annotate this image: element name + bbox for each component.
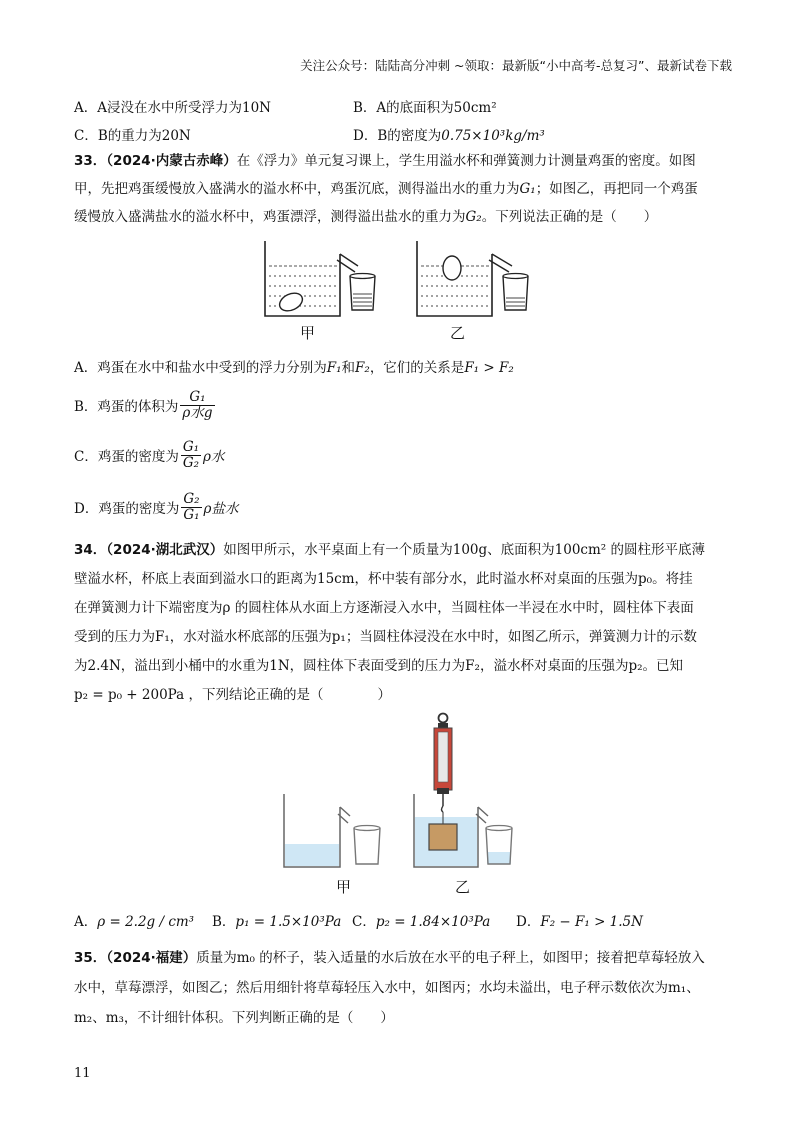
q34-option-b-label: B． [212,914,236,930]
q35-line-2: 水中，草莓漂浮，如图乙；然后用细针将草莓轻压入水中，如图丙；水均未溢出，电子秤示数依次为m₁、 [74,980,700,996]
q34-option-c-value: p₂ = 1.84×10³Pa [375,914,491,930]
q33-stem [74,147,734,231]
q33-option-b-text: B．鸡蛋的体积为 [74,399,179,415]
q32-option-b-unit: cm² [470,100,497,116]
q35-line-3: m₂、m₃，不计细针体积。下列判断正确的是（ ） [74,1010,394,1026]
q34-fig-jia [284,794,380,867]
q33-option-c-text: C．鸡蛋的密度为 [74,449,179,465]
q33-option-a [74,356,514,376]
rho-water: ρ水 [203,449,225,465]
frac-den: ρ水g [182,404,213,421]
q34-line-3: 在弹簧测力计下端密度为ρ 的圆柱体从水面上方逐渐浸入水中，当圆柱体一半浸在水中时，圆柱体下表面 [74,600,694,616]
q32-option-d [353,124,545,144]
q33-and: 和 [341,360,356,376]
q34-option-c-label: C． [352,914,376,930]
egg-sunk [277,290,306,315]
q34-figure [278,712,528,872]
q34-fig-yi [414,714,512,868]
q33-source: （2024·内蒙古赤峰） [106,153,237,169]
rho-saltwater: ρ盐水 [203,501,239,517]
page-header: 关注公众号：陆陆高分冲刺 ~领取：最新版“小中高考-总复习”、最新试卷下载 [300,58,732,73]
q33-f1: F₁ [326,360,342,376]
q33-line-3b: 。下列说法正确的是（ ） [481,209,658,225]
frac-den: G₂ [182,454,200,471]
q34-line-2: 壁溢水杯，杯底上表面到溢水口的距离为15cm，杯中装有部分水，此时溢水杯对桌面的压强为p₀。将挂 [74,571,693,587]
q33-option-a-text: A．鸡蛋在水中和盐水中受到的浮力分别为 [74,360,327,376]
q33-f2: F₂ [355,360,370,376]
q33-option-b [74,386,217,424]
frac-num: G₁ [182,438,200,455]
q33-option-d [74,488,238,526]
q33-option-b-fraction [180,390,214,421]
q34-option-b-value: p₁ = 1.5×10³Pa [235,914,342,930]
q34-option-d-label: D． [516,914,541,930]
q35-stem [74,943,734,1033]
q34-option-d [516,910,643,930]
q35-number: 35． [74,950,107,966]
frac-den: G₁ [183,506,200,523]
q34-stem [74,536,734,710]
q33-g1: G₁ [519,181,536,197]
frac-num: G₂ [183,490,200,507]
q33-relation: F₁ > F₂ [464,360,514,376]
egg-floating [443,256,461,280]
q35-line-1: 质量为m₀ 的杯子，装入适量的水后放在水平的电子秤上，如图甲；接着把草莓轻放入 [196,950,705,966]
q35-source: （2024·福建） [106,950,197,966]
q34-option-c [352,910,490,930]
q33-line-3a: 缓慢放入盛满盐水的溢水杯中，鸡蛋漂浮，测得溢出盐水的重力为 [74,209,466,225]
q33-fig-jia [265,241,375,316]
q34-line-4: 受到的压力为F₁，水对溢水杯底部的压强为p₁；当圆柱体浸没在水中时，如图乙所示，弹簧测力计的示数 [74,629,697,645]
q32-option-d-value: 0.75×10³kg/m³ [441,128,545,144]
q33-option-c-fraction [181,440,201,471]
q33-line-1: 在《浮力》单元复习课上，学生用溢水杯和弹簧测力计测量鸡蛋的密度。如图 [236,153,696,169]
q34-number: 34． [74,542,107,558]
q33-label-yi: 乙 [450,324,466,342]
q32-option-b [353,96,497,116]
q33-g2: G₂ [465,209,482,225]
q34-option-d-value: F₂ − F₁ > 1.5N [540,914,643,930]
q33-option-d-fraction [181,492,201,523]
q32-option-a: A．A浸没在水中所受浮力为10N [74,100,271,116]
q33-option-a-tail: ，它们的关系是 [369,360,465,376]
q33-label-jia: 甲 [300,324,316,342]
page-number: 11 [74,1066,91,1081]
q34-label-yi: 乙 [455,878,471,896]
q34-source: （2024·湖北武汉） [106,542,224,558]
q34-option-a-label: A． [74,914,98,930]
q33-option-c [74,436,224,474]
q34-option-a-value: ρ = 2.2g / cm³ [97,914,195,930]
frac-num: G₁ [180,390,214,406]
q34-option-b [212,910,341,930]
q33-number: 33． [74,153,107,169]
q34-line-5: 为2.4N，溢出到小桶中的水重为1N，圆柱体下表面受到的压力为F₂，溢水杯对桌面的压强为p₂。已知 [74,658,684,674]
q34-line-6: p₂ = p₀ + 200Pa ，下列结论正确的是（ ） [74,687,391,703]
q34-line-1: 如图甲所示，水平桌面上有一个质量为100g、底面积为100cm² 的圆柱形平底薄 [223,542,705,558]
q33-line-2b: ；如图乙，再把同一个鸡蛋 [535,181,698,197]
q33-option-d-text: D．鸡蛋的密度为 [74,501,180,517]
q32-option-d-text: D．B的密度为 [353,128,442,144]
q33-fig-yi [417,241,528,316]
q33-figure [255,236,545,346]
q32-option-b-text: B．A的底面积为50 [353,100,471,116]
q34-option-a [74,910,194,930]
q32-option-c: C．B的重力为20N [74,128,191,144]
q33-line-2a: 甲，先把鸡蛋缓慢放入盛满水的溢水杯中，鸡蛋沉底，测得溢出水的重力为 [74,181,520,197]
q34-label-jia: 甲 [336,878,352,896]
